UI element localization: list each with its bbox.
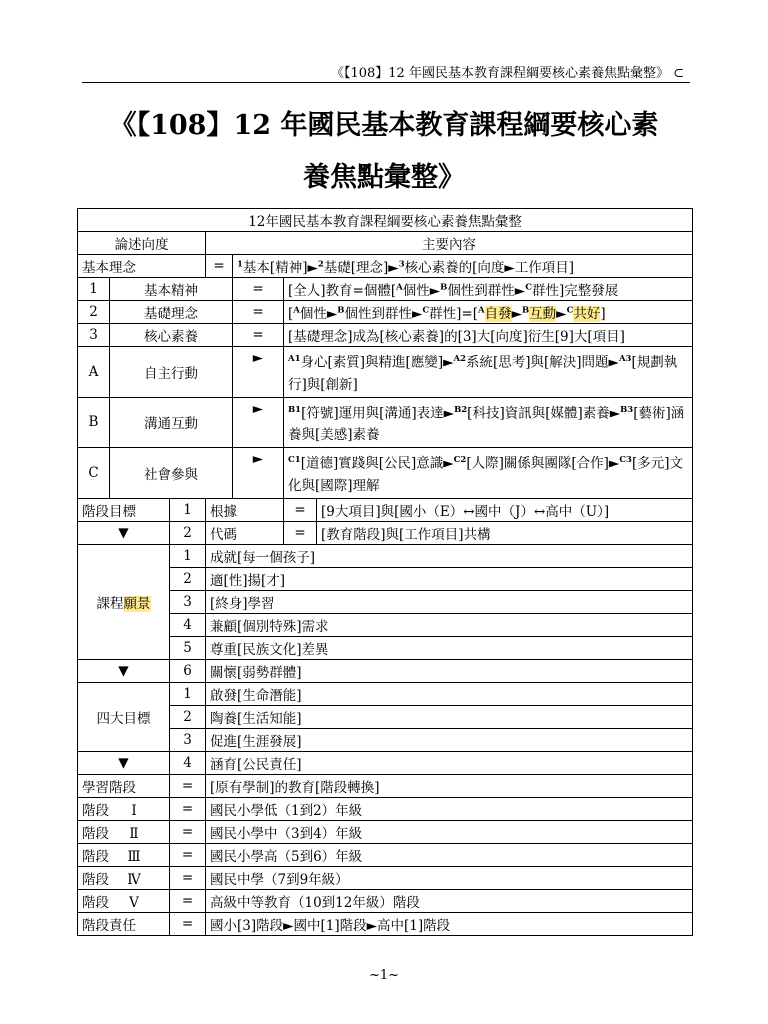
page-number: ~1~ — [368, 968, 400, 983]
list-item: 課程願景 1 成就[每一個孩子] — [78, 544, 693, 567]
highlight-text: 互動 — [529, 306, 557, 322]
list-item: 3 促進[生涯發展] — [78, 728, 693, 751]
page-title: 《【108】12 年國民基本教育課程綱要核心素 養焦點彙整》 — [109, 110, 659, 193]
table-header-row — [78, 232, 693, 255]
table-row: 階段責任 = 國小[3]階段►國中[1]階段►高中[1]階段 — [78, 912, 693, 935]
table-row: 階段 Ⅳ = 國民中學（7到9年級） — [78, 866, 693, 889]
col-content-header: 主要內容 — [206, 232, 693, 255]
table-row: ▼ 2 代碼 = [教育階段]與[工作項目]共構 — [78, 521, 693, 544]
table-row: 階段目標 1 根據 = [9大項目]與[國小（E）↔國中（J）↔高中（U）] — [78, 498, 693, 521]
highlight-text: 願景 — [123, 595, 151, 612]
header-rule — [82, 82, 690, 83]
table-row: 階段 Ⅲ = 國民小學高（5到6）年級 — [78, 843, 693, 866]
list-item: 2 陶養[生活知能] — [78, 705, 693, 728]
highlight-text: 共好 — [573, 306, 601, 322]
down-arrow-icon: ▼ — [78, 521, 170, 544]
table-row: 階段 Ⅴ = 高級中等教育（10到12年級）階段 — [78, 889, 693, 912]
table-row: B 溝通互動 ► $^{B1}$[符號]運用與[溝通]表達►$^{B2}$[科技]資訊與[媒體]素養►$^{B3}$[藝術]涵養與[美感]素養 — [78, 397, 693, 448]
table-caption-row: 12年國民基本教育課程綱要核心素養焦點彙整 — [78, 209, 693, 232]
down-arrow-icon: ▼ — [78, 751, 170, 774]
table-row: 基本理念 = $^1$基本[精神]►$^2$基礎[理念]►$^3$核心素養的[向度►工作項目] — [78, 255, 693, 278]
list-item: ▼ 4 涵育[公民責任] — [78, 751, 693, 774]
table-row: C 社會參與 ► $^{C1}$[道德]實踐與[公民]意識►$^{C2}$[人際]關係與團隊[合作]►$^{C3}$[多元]文化與[國際]理解 — [78, 448, 693, 499]
table-row: 3 核心素養 = [基礎理念]成為[核心素養]的[3]大[向度]衍生[9]大[項目] — [78, 324, 693, 347]
table-row: 學習階段 = [原有學制]的教育[階段轉換] — [78, 774, 693, 797]
table-row: 階段 Ⅰ = 國民小學低（1到2）年級 — [78, 797, 693, 820]
arrow-icon: ► — [233, 397, 284, 448]
table-row: 階段 Ⅱ = 國民小學中（3到4）年級 — [78, 820, 693, 843]
list-item: 四大目標 1 啟發[生命潛能] — [78, 682, 693, 705]
table-row: A 自主行動 ► $^{A1}$身心[素質]與精進[應變]►$^{A2}$系統[思考]與[解決]問題►$^{A3}$[規劃執行]與[創新] — [78, 347, 693, 398]
running-header: 《【108】12 年國民基本教育課程綱要核心素養焦點彙整》 ⊂ — [330, 66, 684, 81]
table-row: 2 基礎理念 = [$^A$個性►$^B$個性到群性►$^C$群性]=[$^A$自發►$^B$互動►$^C$共好] — [78, 301, 693, 324]
header-mark-icon: ⊂ — [673, 66, 684, 81]
vision-label: 課程願景 — [78, 544, 170, 659]
list-item: 2 適[性]揚[才] — [78, 567, 693, 590]
list-item: 3 [終身]學習 — [78, 590, 693, 613]
arrow-icon: ► — [233, 347, 284, 398]
list-item: 5 尊重[民族文化]差異 — [78, 636, 693, 659]
col-aspect-header: 論述向度 — [78, 232, 206, 255]
arrow-icon: ► — [233, 448, 284, 499]
highlight-text: 自發 — [484, 306, 512, 322]
table-row: 1 基本精神 = [全人]教育=個體[$^A$個性►$^B$個性到群性►$^C$群性]完整發展 — [78, 278, 693, 301]
core-competency-table — [77, 208, 693, 936]
list-item: ▼ 6 關懷[弱勢群體] — [78, 659, 693, 682]
down-arrow-icon: ▼ — [78, 659, 170, 682]
list-item: 4 兼顧[個別特殊]需求 — [78, 613, 693, 636]
